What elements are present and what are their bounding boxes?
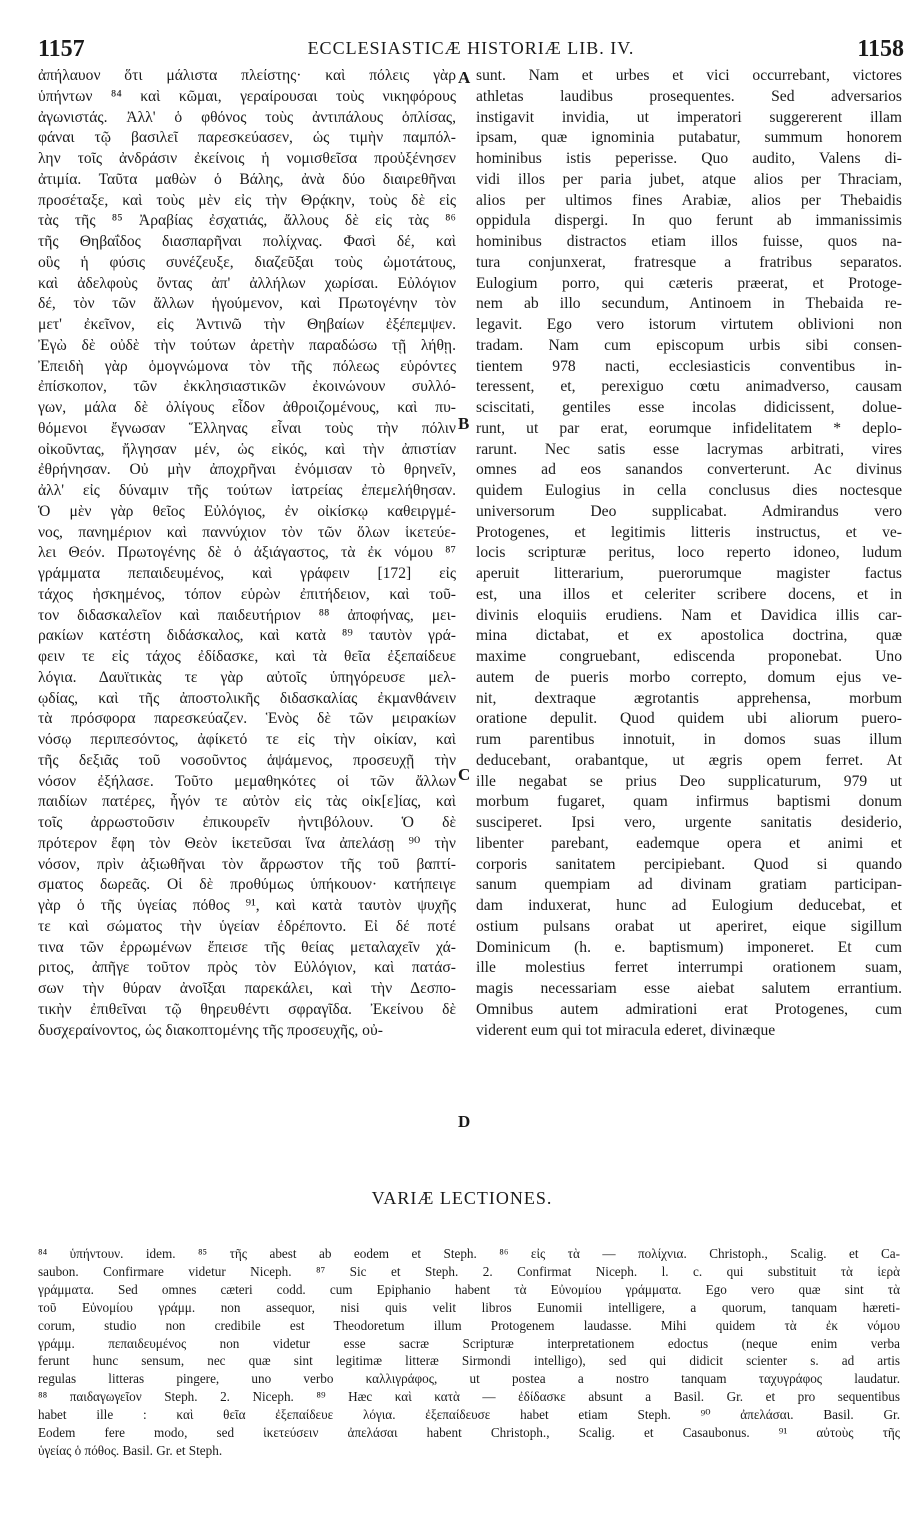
greek-text-line: οἰκοῦντας, ἤλγησαν μέν, ὡς εἰκός, καὶ τὴν ἀπιστίαν (38, 440, 456, 458)
variant-note-line: regulas litteras pingere, uno verbo καλλιγράφος, ut postea a nostro tanquam ταχυγράφος laudatur. (38, 1371, 900, 1387)
latin-text-line: hominibus distractos etiam illos fuisse, quos na- (476, 233, 902, 250)
latin-text-line: magis necessariam esse aiebat salutem errantium. (476, 980, 902, 997)
running-title: ECCLESIASTICÆ HISTORIÆ LIB. IV. (307, 38, 635, 58)
greek-text-line: νόσῳ περιπεσόντος, ἀφίκετό τε εἰς τὴν οἰκίαν, καὶ (38, 731, 456, 748)
variae-lectiones-notes (38, 1245, 900, 1460)
variant-note-line: habet ille : καὶ θεῖα ἐξεπαίδευε λόγια. ἐξεπαίδευσε habet etiam Steph. ⁹⁰ ἀπελάσαι. Basil. Gr. (38, 1407, 900, 1423)
latin-text-line: tientem 978 nacti, ecclesiasticis conventibus in- (476, 357, 902, 375)
variant-note-line: γράμμ. πεπαιδευμένος non videtur esse sacræ Scripturæ interpretationem edoctus (neque enim verba (38, 1335, 900, 1351)
latin-text-line: universorum Deo supplicabat. Admirandus vero (476, 502, 902, 520)
latin-text-line: hominibus istis peperisse. Quo audito, Valens di- (476, 150, 902, 167)
latin-text-line: ipsam, quæ ignominia putabatur, summum honorem (476, 129, 902, 147)
latin-text-line: tradam. Nam cum episcopum urbis sibi consen- (476, 336, 902, 354)
margin-marker-a: A (458, 68, 471, 87)
greek-text-line: τικὴν ἐπιθεῖναι τῷ θηρευθέντι σφραγῖδα. Ἐκείνου δὲ (38, 1000, 456, 1018)
greek-column (38, 66, 456, 1041)
greek-text-line: λει Θεόν. Πρωτογένης δὲ ὁ ἀξιάγαστος, τὰ ἐκ νόμου ⁸⁷ (38, 544, 456, 562)
greek-text-line: φάναι τῷ βασιλεῖ παρεσκεύασεν, ὡς τιμὴν παμπόλ- (38, 129, 456, 147)
running-header (38, 36, 904, 66)
greek-text-line: τάχος ἠσκημένος, τόπον εὑρὼν ἐπιτήδειον, καὶ τοῦ- (38, 585, 456, 603)
greek-text-line: λόγια. Δαυϊτικὰς τε γὰρ αὐτοῖς ὑπηγόρευσε μελ- (38, 668, 456, 686)
latin-text-line: nem ab illo secundum, Antinoem in Thebaida re- (476, 295, 902, 313)
latin-text-line: deducebant, orabantque, ut ægris opem ferret. At (476, 751, 902, 769)
greek-text-line: ἐπίσκοπον, τῶν ἐκκλησιαστικῶν ἐκοινώνουν συλλό- (38, 378, 456, 396)
latin-text-line: teressent, et, perexiguo cœtu animadverso, causam (476, 378, 902, 396)
latin-text-line: divinis eloquiis erudiens. Nam et Davidica illis car- (476, 606, 902, 624)
latin-text-line: aperuit litterarium, puerorumque magister factus (476, 565, 902, 582)
greek-text-line: πρότερον ἔφη τὸν Θεὸν ἱκετεῦσαι ἵνα ἀπελάσῃ ⁹⁰ τὴν (38, 834, 456, 852)
greek-text-line: μετ' ἐκεῖνον, εἰς Ἀντινῶ τὴν Θηβαίων ἐξέπεμψεν. (38, 316, 456, 333)
page-number-right: 1158 (857, 36, 904, 62)
greek-text-line: ἀγωνιστάς. Ἀλλ' ὁ φθόνος τοὺς ἀντιπάλους ὁπλίσας, (38, 108, 456, 126)
latin-text-line: ille negabat se prius Deo supplicaturum, 979 ut (476, 772, 902, 790)
latin-text-line: Omnibus autem admirationi erat Protogenes, cum (476, 1000, 902, 1018)
greek-text-line: νος, πανημέριον καὶ παννύχιον τὸν τῶν ὅλων ἱκετεύε- (38, 523, 456, 541)
greek-text-line: τοῖς ἀρρωστοῦσιν ἐπικουρεῖν ἠντιβόλουν. Ὁ δὲ (38, 814, 456, 831)
latin-text-line: ille molestius ferret interrumpi orationem suam, (476, 959, 902, 977)
greek-text-line: Ἐγὼ δὲ οὐδὲ τὴν τούτων ἀρετὴν παραδώσω τῇ λήθῃ. (38, 336, 456, 354)
latin-text-line: autem de pueris morbo correpto, domum ejus ve- (476, 668, 902, 686)
greek-text-line: σων τὴν θύραν ἀνοῖξαι παρεκάλει, καὶ τὴν Δεσπο- (38, 980, 456, 997)
greek-text-line: καὶ ἀδελφοὺς ὄντας ἀπ' ἀλλήλων χωρίσαι. Εὐλόγιον (38, 274, 456, 292)
latin-text-line: Protogenes, et legitimis litteris instructus, et ve- (476, 523, 902, 541)
latin-text-line: maxime congruebant, ediscenda proponebat. Uno (476, 648, 902, 665)
latin-text-line: sciscitati, gentiles esse incolas didicissent, dolue- (476, 399, 902, 416)
latin-text-line: oppidula dispergi. In quo ferunt ab immanissimis (476, 212, 902, 230)
greek-text-line: γων, μάλα δὲ ὀλίγους εἶδον ἀθροιζομένους, καὶ πυ- (38, 399, 456, 416)
latin-text-line: morbum fugaret, quam infirmus baptismi donum (476, 793, 902, 811)
latin-text-line: rarunt. Nec satis esse lacrymas arbitrati, vires (476, 440, 902, 458)
greek-text-line: ἀλλ' εἰς δύναμιν τῆς τούτων ἰατρείας ἐπεμελήθησαν. (38, 482, 456, 499)
greek-text-line: Ἐπειδὴ γὰρ ὁμογνώμονα τὸν τῆς πόλεως εὑρόντες (38, 357, 456, 375)
greek-text-line: γὰρ ὁ τῆς ὑγείας πόθος ⁹¹, καὶ κατὰ ταυτὸν ψυχῆς (38, 897, 456, 914)
greek-text-line: ῳδίας, καὶ τῆς ἀποστολικῆς διδασκαλίας ἐκμανθάνειν (38, 689, 456, 707)
greek-text-line: παιδίων πατέρες, ἦγόν τε αὐτὸν εἰς τὰς οἰκ[ε]ίας, καὶ (38, 793, 456, 811)
greek-text-line: ριτος, ἀπῆγε τοῦτον πρὸς τὸν Εὐλόγιον, καὶ πατάσ- (38, 959, 456, 977)
latin-text-line: sanum quempiam ad divinam gratiam participan- (476, 876, 902, 894)
greek-text-line: τὰς τῆς ⁸⁵ Ἀραβίας ἐσχατιάς, ἄλλους δὲ εἰς τὰς ⁸⁶ (38, 212, 456, 230)
latin-text-line: nit, dextraque ægrotantis apprehensa, morbum (476, 689, 902, 707)
variant-note-line: ⁸⁸ παιδαγωγεῖον Steph. 2. Niceph. ⁸⁹ Hæc καὶ κατὰ — ἐδίδασκε absunt a Basil. Gr. et pro sequentibus (38, 1389, 900, 1405)
latin-text-line: susciperet. Ipsi vero, urgente sanitatis desiderio, (476, 814, 902, 831)
greek-text-line: Ὁ μὲν γὰρ θεῖος Εὐλόγιος, ἐν οἰκίσκῳ καθειργμέ- (38, 502, 456, 520)
latin-text-line: libenter parebant, eademque opera et animi et (476, 834, 902, 852)
variae-lectiones-title: VARIÆ LECTIONES. (371, 1188, 553, 1208)
latin-text-line: sunt. Nam et urbes et vici occurrebant, victores (476, 67, 902, 84)
variant-note-line: Eodem fere modo, sed ἱκετεύσειν ἀπελάσαι habent Christoph., Scalig. et Casaubonus. ⁹¹ αὐτοὺς τῆς (38, 1425, 900, 1441)
latin-text-line: tura conjunxerat, fratresque a fratribus separatos. (476, 253, 902, 271)
variant-note-line: saubon. Confirmare videtur Niceph. ⁸⁷ Sic et Steph. 2. Confirmat Niceph. l. c. qui substituit τὰ ἱερὰ (38, 1263, 900, 1279)
greek-text-line: τῆς Θηβαΐδος διασπαρῆναι πολίχνας. Φασὶ δέ, καὶ (38, 233, 456, 250)
latin-text-line: corporis sanitatem percipiebant. Quod si quando (476, 855, 902, 873)
latin-text-line: athletas laudibus prosequentes. Sed adversarios (476, 87, 902, 105)
greek-text-line: γράμματα πεπαιδευμένος, καὶ γράφειν [172] εἰς (38, 565, 456, 582)
margin-marker-c: C (458, 765, 471, 784)
greek-text-line: θόμενοι ἔγνωσαν Ἕλληνας εἶναι τοὺς τὴν πόλιν (38, 419, 456, 437)
latin-text-line: Dominicum (h. e. baptismum) imponeret. Et cum (476, 938, 902, 956)
latin-text-line: mina dictabat, et ex apostolica doctrina, quæ (476, 627, 902, 645)
latin-text-line: locis scripturæ peritus, loco reperto idoneo, ludum (476, 544, 902, 562)
page-number-left: 1157 (38, 36, 85, 62)
greek-text-line: τὰ πρόσφορα παρεσκεύαζεν. Ἑνὸς δὲ τῶν μειρακίων (38, 710, 456, 728)
greek-text-line: προσέταξε, καὶ τοὺς μὲν εἰς τὴν Θρᾴκην, τοὺς δὲ εἰς (38, 191, 456, 209)
latin-text-line: est, una illos et celeriter scribere docens, et in (476, 585, 902, 603)
greek-text-line: ἀπήλαυον ὅτι μάλιστα πλείστης· καὶ πόλεις γὰρ (38, 67, 456, 84)
latin-text-line: oratione depulit. Quod quidem ubi aliorum puero- (476, 710, 902, 728)
greek-text-line: νόσον, πρὶν ἀξιωθῆναι τὸν ἄρρωστον τῆς τοῦ βαπτί- (38, 855, 456, 873)
variant-note-line: ⁸⁴ ὑπήντουν. idem. ⁸⁵ τῆς abest ab eodem et Steph. ⁸⁶ εἰς τὰ — πολίχνια. Christoph., Scalig. et Ca- (38, 1246, 900, 1261)
greek-text-line: λην τοῖς ἀνδράσιν ἐκείνοις ἡ νομισθεῖσα προὐξένησεν (38, 150, 456, 167)
latin-text-line: vidi illos per paria jubet, atque alios per Thraciam, (476, 170, 902, 188)
latin-text-line: legavit. Ego vero istorum virtutem oblivioni non (476, 316, 902, 333)
greek-text-line: φειν τε εἰς τάχος ἐδίδασκε, καὶ τὰ θεῖα ἐξεπαίδευε (38, 648, 456, 665)
greek-text-line: σματος δωρεᾶς. Οἱ δὲ προθύμως ὑπήκουον· κατήπειγε (38, 876, 456, 894)
greek-text-line: δυσχεραίνοντος, ὡς διακοπτομένης τῆς προσευχῆς, οὐ- (38, 1021, 383, 1039)
variant-note-line: τοῦ Εὐνομίου γράμμ. non assequor, nisi quis velit libros Eunomii intelligere, a quorum, tanquam hæreti- (38, 1299, 900, 1315)
greek-text-line: δέ, τὸν τῶν ἄλλων ἡγούμενον, καὶ Πρωτογένην τὸν (38, 295, 456, 313)
latin-text-line: rum parentibus innotuit, in domos suas illum (476, 731, 902, 748)
latin-text-line: Eulogium porro, qui cæteris præerat, et Protoge- (476, 274, 902, 292)
latin-text-line: quidem Eulogius in cella conclusus dies noctesque (476, 482, 902, 499)
latin-column (476, 66, 902, 1041)
variant-note-line: ferunt hunc sensum, nec quæ sint legitimæ litteræ Sirmondi intelligo), sed qui didicit scienter s. ad artis (38, 1353, 900, 1369)
latin-text-line: omnes ad eos sanandos converterunt. Ac divinus (476, 461, 902, 479)
greek-text-line: ἐθρήνησαν. Οὐ μὴν ἀποχρῆναι ἐνόμισαν τὸ θρηνεῖν, (38, 461, 456, 479)
latin-text-line: alios per ultimos fines Arabiæ, alios per Thebaidis (476, 191, 902, 209)
latin-text-line: dam induxerat, hunc ad Eulogium deducebat, et (476, 897, 902, 914)
greek-text-line: τον διδασκαλεῖον καὶ παιδευτήριον ⁸⁸ ἀποφήνας, μει- (38, 606, 456, 624)
greek-text-line: οὓς ἡ φύσις συνέζευξε, διαζεῦξαι τοὺς ὠμοτάτους, (38, 253, 456, 271)
margin-marker-b: B (458, 414, 470, 433)
latin-text-line: ostium pulsans orabat ut aperiret, eique sigillum (476, 917, 902, 935)
latin-text-line: viderent eum qui tot miracula ederet, divinæque (476, 1021, 776, 1039)
greek-text-line: ρακίων κατέστη διδάσκαλος, καὶ κατὰ ⁸⁹ ταυτὸν γρά- (38, 627, 456, 645)
variant-note-line: ὑγείας ὁ πόθος. Basil. Gr. et Steph. (38, 1442, 223, 1458)
greek-text-line: τε καὶ σώματος τὴν ὑγείαν ἐδρέποντο. Εἰ δέ ποτέ (38, 917, 456, 935)
greek-text-line: τινα τῶν ἐρρωμένων ἔπεισε τῆς θείας μεταλαχεῖν χά- (38, 938, 456, 956)
latin-text-line: runt, ut par erat, eorumque infidelitatem * deplo- (476, 419, 902, 437)
margin-marker-d: D (458, 1112, 471, 1131)
latin-text-line: instigavit invidia, ut imperatori suggererent illam (476, 108, 902, 126)
variant-note-line: corum, studio non credibile est Theodoretum illum Protogenem laudasse. Mihi quidem τὰ ἐκ νόμου (38, 1317, 900, 1333)
greek-text-line: τῆς δεξιᾶς τοῦ νοσοῦντος ἁψάμενος, προσευχῇ τὴν (38, 751, 456, 769)
variant-note-line: γράμματα. Sed omnes cæteri codd. cum Epiphanio habent τὰ Εὐνομίου γράμματα. Ego vero quæ sint τὰ (38, 1281, 900, 1297)
greek-text-line: ἀτιμία. Ταῦτα μαθὼν ὁ Βάλης, ἀνὰ δύο διαιρεθῆναι (38, 170, 456, 188)
greek-text-line: νόσον ἐξήλασε. Τοῦτο μεμαθηκότες οἱ τῶν ἄλλων (38, 772, 456, 790)
greek-text-line: ὑπήντων ⁸⁴ καὶ κῶμαι, γεραίρουσαι τοὺς νικηφόρους (38, 87, 456, 105)
